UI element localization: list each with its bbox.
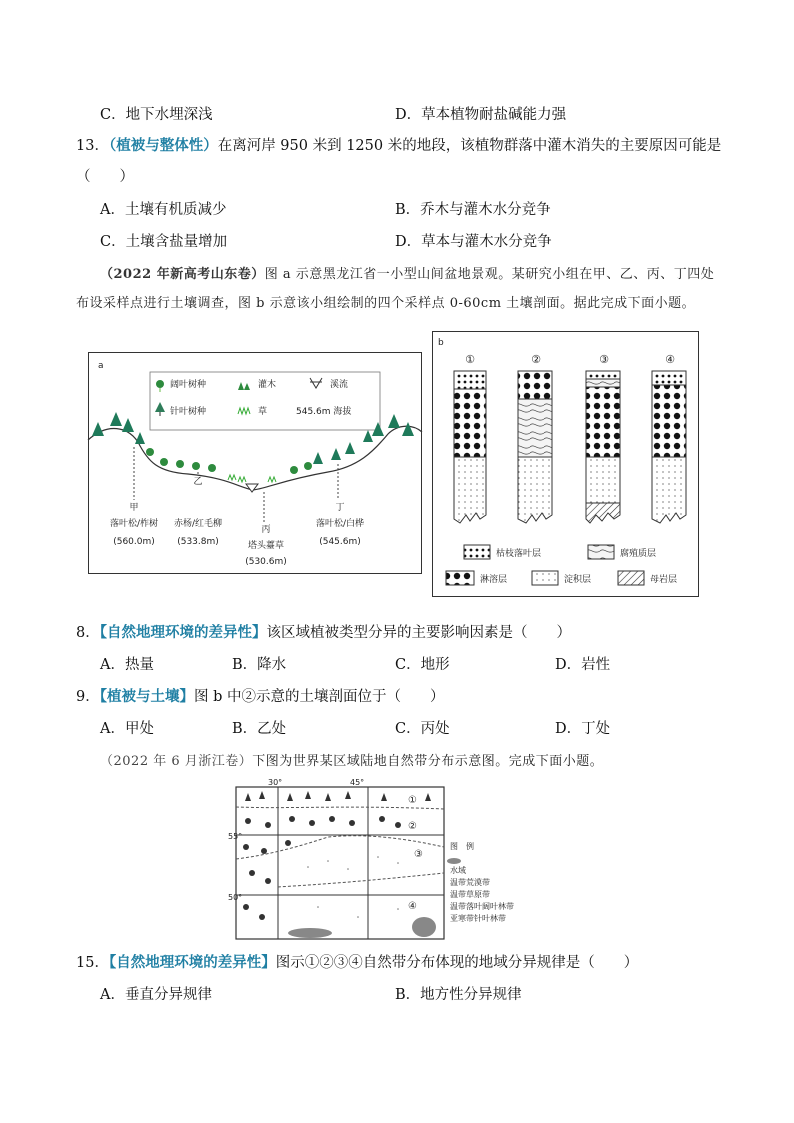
legend-grass: 草 <box>258 407 268 417</box>
question-13 <box>76 134 721 155</box>
site-bing-elev: (530.6m) <box>245 557 287 567</box>
legend-litter: 枯枝落叶层 <box>496 549 542 559</box>
legend-title: 图 例 <box>450 842 474 851</box>
question-number: 13． <box>76 138 109 154</box>
option-c[interactable]: C．土壤含盐量增加 <box>100 234 228 250</box>
legend-humus: 腐殖质层 <box>620 549 657 559</box>
legend-leaching: 淋溶层 <box>480 575 508 585</box>
option-b[interactable]: B．降水 <box>232 657 287 673</box>
lon-45: 45° <box>350 778 365 787</box>
site-jia-elev: (560.0m) <box>113 537 155 547</box>
intro-2 <box>100 750 603 769</box>
option-d[interactable]: D．丁处 <box>555 721 611 737</box>
intro-text: 图 a 示意黑龙江省一小型山间盆地景观。某研究小组在甲、乙、丙、丁四处 <box>264 267 715 282</box>
legend-sediment: 淀积层 <box>564 575 592 585</box>
question-number: 8． <box>76 625 100 641</box>
question-text: 图示①②③④自然带分布体现的地域分异规律是（ ） <box>275 955 639 971</box>
topic-tag: 【植被与土壤】 <box>99 689 194 705</box>
col-4: ④ <box>665 353 675 366</box>
site-bing: 丙 <box>261 525 271 535</box>
lon-30: 30° <box>268 778 283 787</box>
figure-b-soil-profiles <box>432 331 699 597</box>
option-c[interactable]: C．地形 <box>395 657 450 673</box>
legend-conifer: 针叶树种 <box>170 407 207 417</box>
site-ding-plants: 落叶松/白桦 <box>315 519 365 529</box>
legend-elevation: 545.6m 海拔 <box>296 407 352 417</box>
option-d[interactable]: D．草本植物耐盐碱能力强 <box>395 107 567 123</box>
legend-desert: 温带荒漠带 <box>450 878 490 887</box>
legend-shrub: 灌木 <box>258 380 277 390</box>
site-jia: 甲 <box>129 503 139 513</box>
zone-2: ② <box>408 821 417 832</box>
option-a[interactable]: A．甲处 <box>100 721 154 737</box>
question-8 <box>76 621 571 642</box>
option-a[interactable]: A．热量 <box>100 657 154 673</box>
zone-4: ④ <box>408 901 417 912</box>
lat-50: 50° <box>228 893 243 902</box>
lat-55: 55° <box>228 832 243 841</box>
legend-water: 水域 <box>450 866 466 875</box>
intro-line-2: 布设采样点进行土壤调查，图 b 示意该小组绘制的四个采样点 0-60cm 土壤剖面。据此完成下面小题。 <box>76 296 696 311</box>
intro-line-1 <box>100 263 714 282</box>
figure-natural-zones-map <box>228 777 514 941</box>
legend-parent-rock: 母岩层 <box>650 575 678 585</box>
question-text: 在离河岸 950 米到 1250 米的地段，该植物群落中灌木消失的主要原因可能是 <box>217 138 722 154</box>
site-ding-elev: (545.6m) <box>319 537 361 547</box>
zone-1: ① <box>408 795 417 806</box>
legend-grassland: 温带草原带 <box>450 890 490 899</box>
question-15 <box>76 951 638 972</box>
question-text: 图 b 中②示意的土壤剖面位于（ ） <box>193 689 445 705</box>
answer-paren: （ ） <box>76 169 134 185</box>
col-3: ③ <box>599 353 609 366</box>
option-b[interactable]: B．乔木与灌木水分竞争 <box>395 202 551 218</box>
figure-b-label: b <box>438 338 444 348</box>
option-b[interactable]: B．地方性分异规律 <box>395 987 522 1003</box>
option-b[interactable]: B．乙处 <box>232 721 287 737</box>
question-text: 该区域植被类型分异的主要影响因素是（ ） <box>266 625 571 641</box>
legend-broadleaf: 阔叶树种 <box>170 380 207 390</box>
site-yi: 乙 <box>193 477 203 487</box>
site-ding: 丁 <box>335 503 345 513</box>
source: （2022 年新高考山东卷） <box>100 267 265 282</box>
figure-a-label: a <box>98 361 104 371</box>
zone-3: ③ <box>414 849 423 860</box>
legend-coniferous: 亚寒带针叶林带 <box>450 914 506 923</box>
site-jia-plants: 落叶松/柞树 <box>109 519 159 529</box>
option-a[interactable]: A．垂直分异规律 <box>100 987 212 1003</box>
source: （2022 年 6 月浙江卷） <box>100 754 253 769</box>
option-d[interactable]: D．岩性 <box>555 657 611 673</box>
topic-tag: 【自然地理环境的差异性】 <box>99 625 267 641</box>
question-9 <box>76 685 444 706</box>
intro-text: 下图为世界某区域陆地自然带分布示意图。完成下面小题。 <box>252 754 604 769</box>
col-1: ① <box>465 353 475 366</box>
site-yi-plants: 赤杨/红毛柳 <box>173 519 223 529</box>
option-c[interactable]: C．地下水埋深浅 <box>100 107 213 123</box>
col-2: ② <box>531 353 541 366</box>
option-d[interactable]: D．草本与灌木水分竞争 <box>395 234 552 250</box>
site-yi-elev: (533.8m) <box>177 537 219 547</box>
question-number: 9． <box>76 689 100 705</box>
legend-stream: 溪流 <box>330 380 349 390</box>
question-number: 15． <box>76 955 109 971</box>
option-a[interactable]: A．土壤有机质减少 <box>100 202 227 218</box>
option-c[interactable]: C．丙处 <box>395 721 450 737</box>
topic-tag: 【自然地理环境的差异性】 <box>108 955 276 971</box>
legend-deciduous: 温带落叶阔叶林带 <box>450 902 514 911</box>
figure-a-landscape <box>88 352 422 574</box>
topic-tag: （植被与整体性） <box>108 138 218 154</box>
site-bing-plants: 塔头薹草 <box>247 541 285 551</box>
